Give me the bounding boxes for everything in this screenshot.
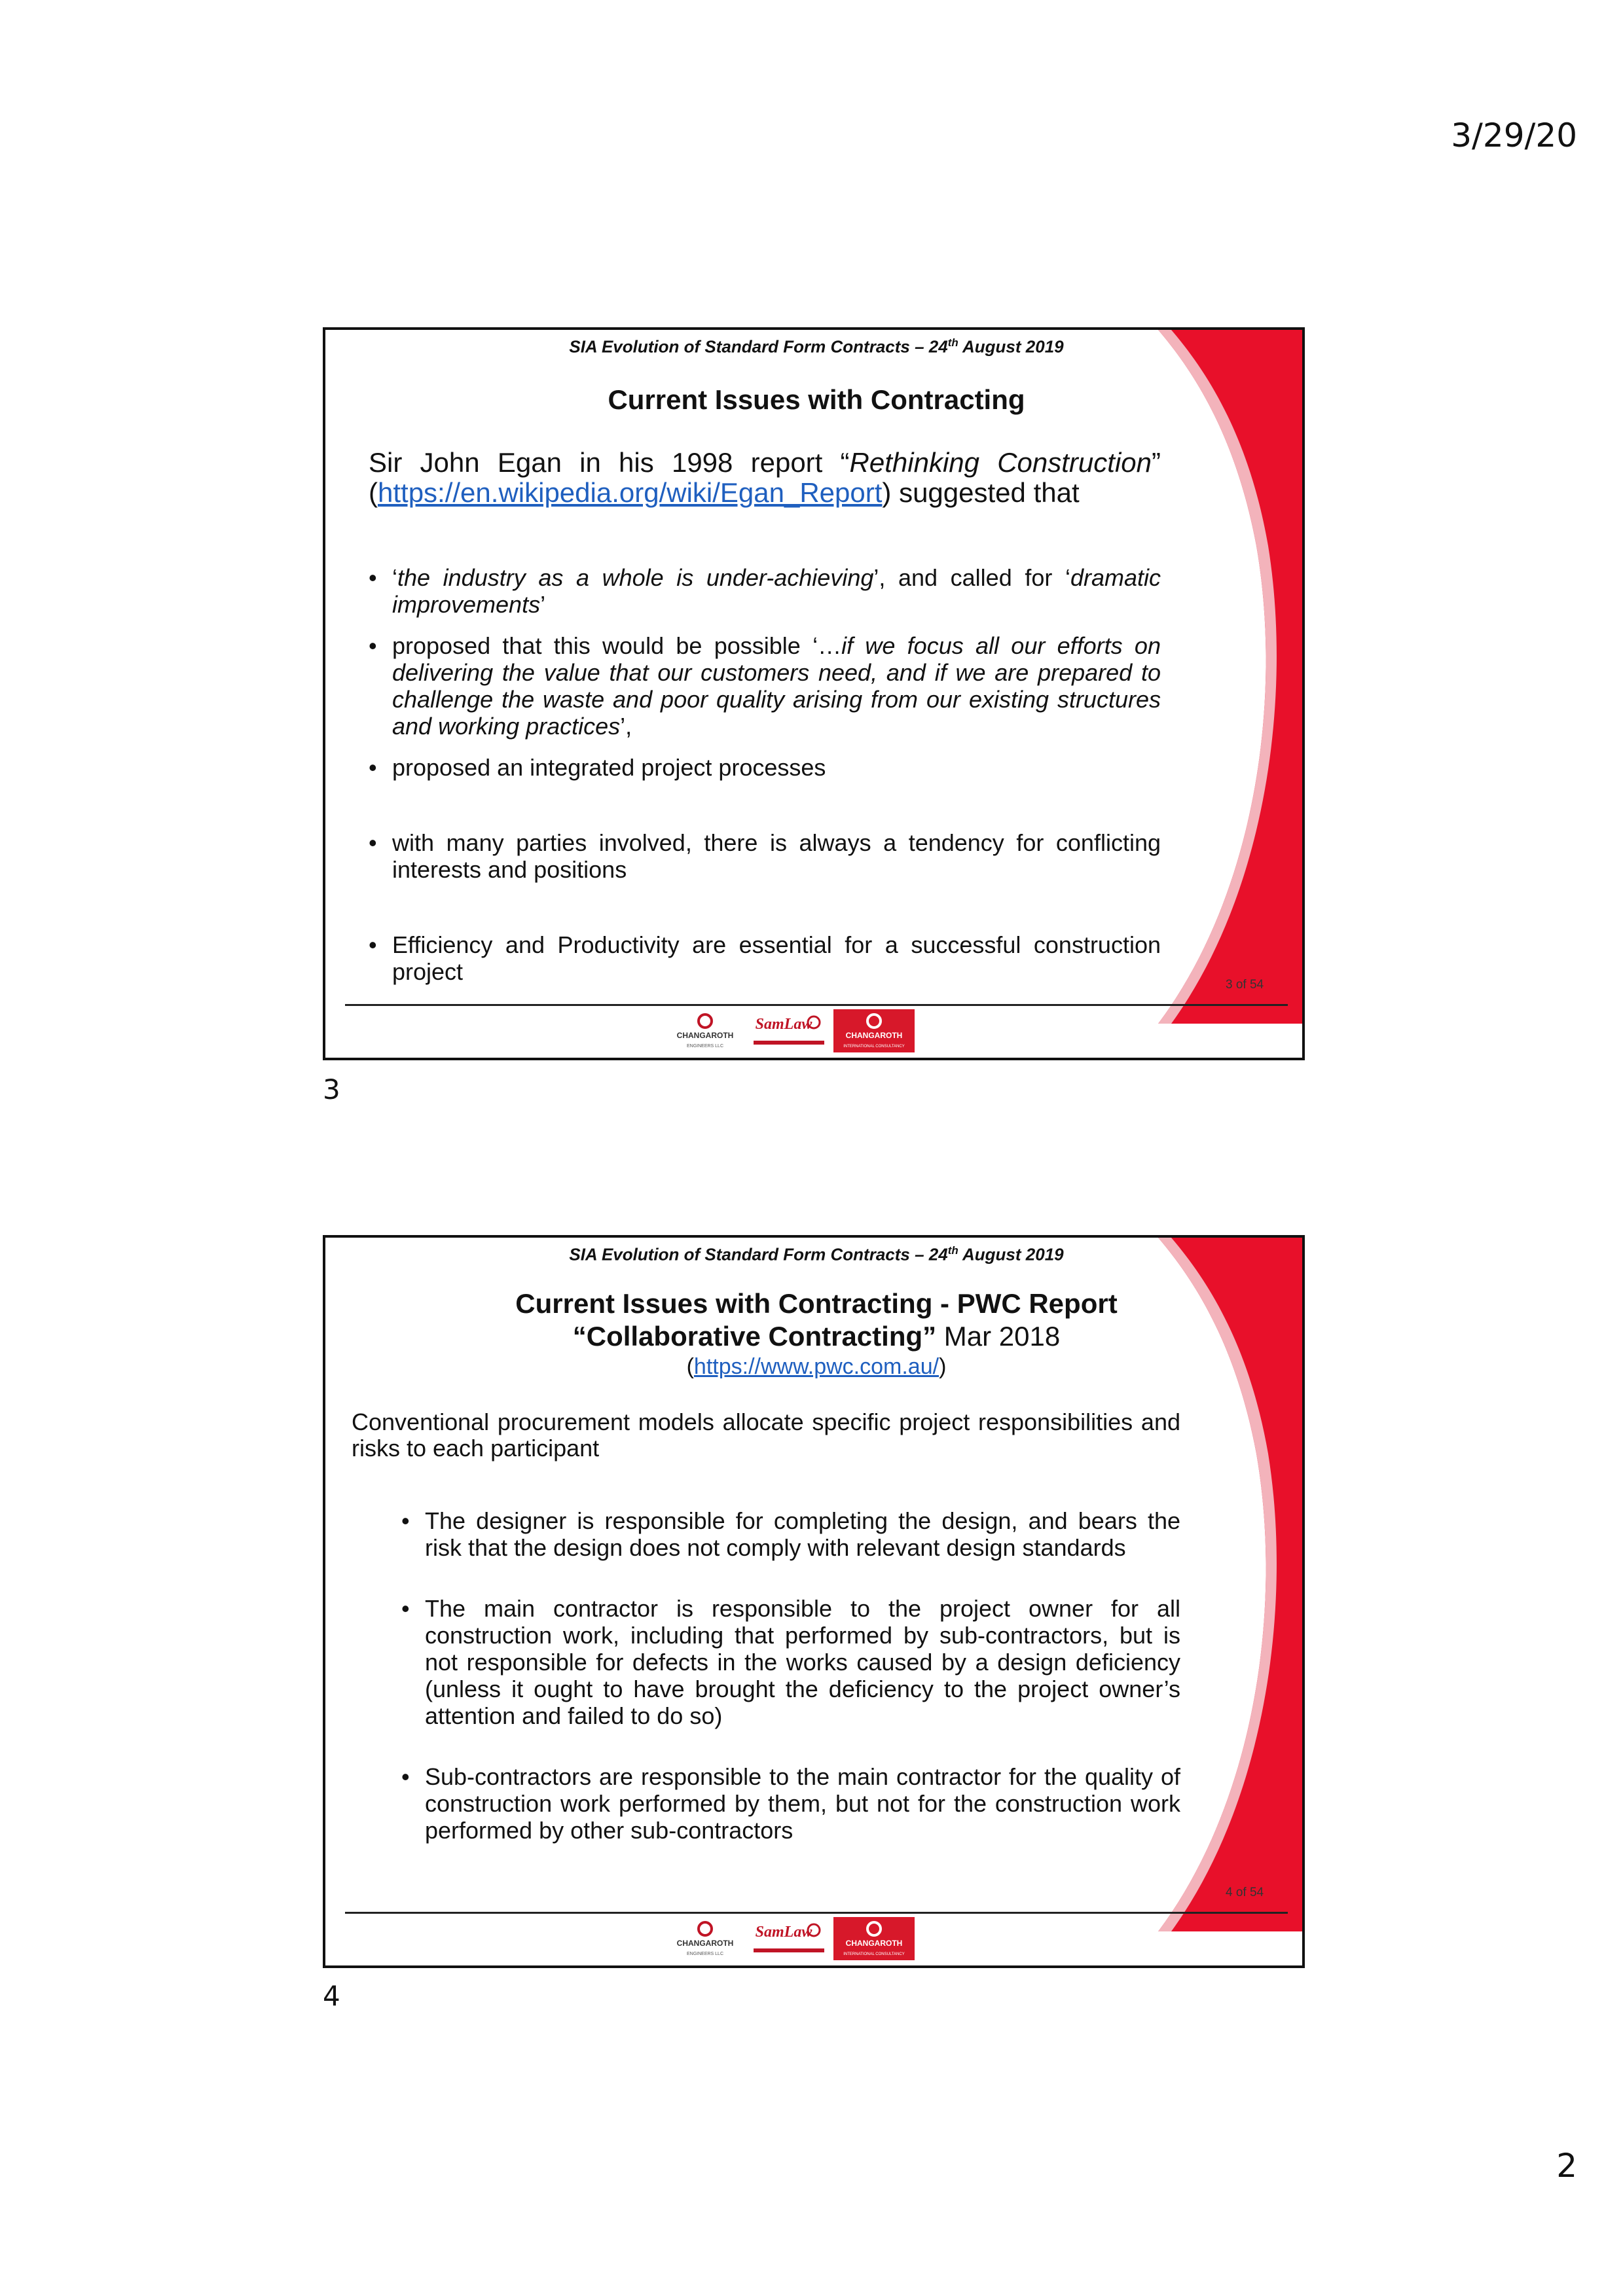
slide-title: Current Issues with Contracting - PWC Report “Collaborative Contracting” Mar 2018: [515, 1288, 1118, 1352]
svg-text:CHANGAROTH: CHANGAROTH: [845, 1031, 903, 1040]
slide-counter: 4 of 54: [1226, 1886, 1264, 1899]
footer-divider: [345, 1004, 1288, 1006]
changaroth-engineers-logo: [666, 1917, 744, 1960]
list-item: • proposed an integrated project processes: [369, 754, 1161, 781]
list-item: • with many parties involved, there is always a tendency for conflicting interests and positions: [369, 829, 1161, 883]
slide-intro: Conventional procurement models allocate specific project responsibilities and risks to each participant: [352, 1408, 1180, 1462]
svg-text:SamLaw: SamLaw: [755, 1924, 812, 1941]
slide-3: [323, 327, 1305, 1060]
slide-header: SIA Evolution of Standard Form Contracts – 24th August 2019: [569, 1244, 1064, 1265]
list-item: • The designer is responsible for completing the design, and bears the risk that the design does not comply with relevant design standards: [401, 1507, 1180, 1561]
slide-intro: Sir John Egan in his 1998 report “Rethinking Construction” (https://en.wikipedia.org/wiki/Egan_Report) suggested that: [369, 447, 1161, 508]
bullet-list: [401, 1507, 1180, 1858]
slide-number: 4: [323, 1980, 340, 2012]
red-swoosh-decoration: [1158, 330, 1302, 1024]
samlaw-logo: [750, 1917, 828, 1960]
svg-text:CHANGAROTH: CHANGAROTH: [676, 1939, 734, 1948]
changaroth-engineers-logo: [666, 1009, 744, 1052]
sponsor-logos: [666, 1008, 954, 1055]
footer-divider: [345, 1912, 1288, 1914]
sponsor-logos: [666, 1916, 954, 1963]
list-item: • Efficiency and Productivity are essential for a successful construction project: [369, 931, 1161, 985]
svg-text:INTERNATIONAL CONSULTANCY: INTERNATIONAL CONSULTANCY: [843, 1952, 905, 1956]
changaroth-consultancy-logo: [833, 1917, 915, 1960]
pwc-url-line: (https://www.pwc.com.au/): [686, 1354, 947, 1379]
list-item: • ‘the industry as a whole is under-achieving’, and called for ‘dramatic improvements’: [369, 564, 1161, 618]
page-date: 3/29/20: [1451, 117, 1577, 154]
svg-text:ENGINEERS LLC: ENGINEERS LLC: [686, 1952, 724, 1956]
slide-4: [323, 1235, 1305, 1968]
bullet-list: [369, 564, 1161, 999]
page-number: 2: [1556, 2147, 1577, 2185]
list-item: • proposed that this would be possible ‘…if we focus all our efforts on delivering the value that our customers need, and if we are prepared to challenge the waste and poor quality arising from our existing structures and working practices’,: [369, 632, 1161, 740]
changaroth-consultancy-logo: [833, 1009, 915, 1052]
svg-text:CHANGAROTH: CHANGAROTH: [845, 1939, 903, 1948]
slide-number: 3: [323, 1073, 340, 1105]
pwc-link[interactable]: https://www.pwc.com.au/: [693, 1354, 939, 1379]
svg-text:INTERNATIONAL CONSULTANCY: INTERNATIONAL CONSULTANCY: [843, 1045, 905, 1049]
svg-text:SamLaw: SamLaw: [755, 1016, 812, 1033]
list-item: • Sub-contractors are responsible to the main contractor for the quality of construction work performed by them, but not for the construction work performed by other sub-contractors: [401, 1763, 1180, 1844]
svg-text:CHANGAROTH: CHANGAROTH: [676, 1031, 734, 1040]
egan-report-link[interactable]: https://en.wikipedia.org/wiki/Egan_Report: [378, 477, 883, 508]
samlaw-logo: [750, 1009, 828, 1052]
slide-header: SIA Evolution of Standard Form Contracts – 24th August 2019: [569, 336, 1064, 357]
slide-counter: 3 of 54: [1226, 978, 1264, 992]
list-item: • The main contractor is responsible to the project owner for all construction work, including that performed by sub-contractors, but is not responsible for defects in the works caused by a design deficiency (unless it ought to have brought the deficiency to the project owner’s attention and failed to do so): [401, 1595, 1180, 1729]
slide-title: Current Issues with Contracting: [608, 384, 1025, 415]
svg-text:ENGINEERS LLC: ENGINEERS LLC: [686, 1044, 724, 1049]
